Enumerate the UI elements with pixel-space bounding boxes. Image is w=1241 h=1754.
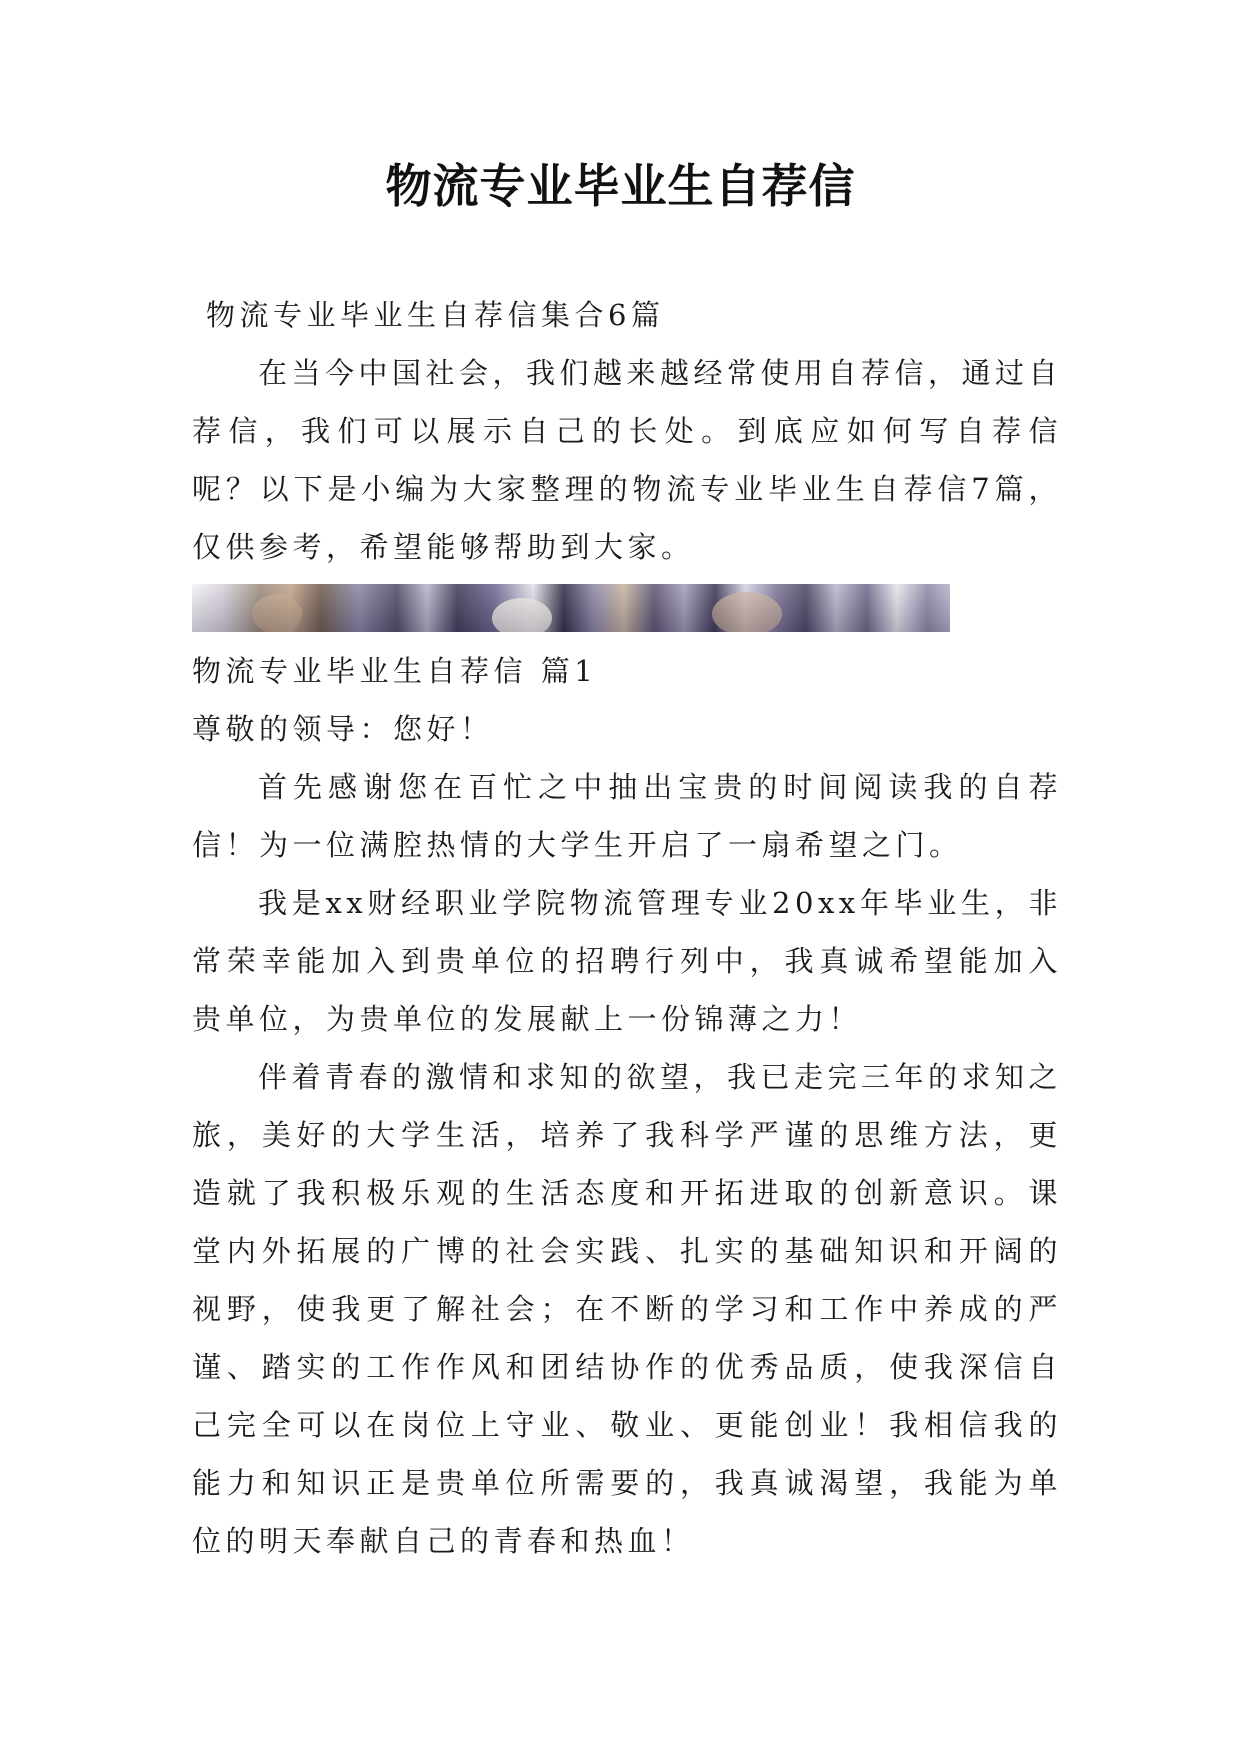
letter-paragraph: 我是xx财经职业学院物流管理专业20xx年毕业生，非常荣幸能加入到贵单位的招聘行列中，我真诚希望能加入贵单位，为贵单位的发展献上一份锦薄之力！ bbox=[192, 886, 1062, 1036]
photo-shade bbox=[192, 584, 950, 632]
document-title: 物流专业毕业生自荐信 bbox=[385, 159, 856, 213]
section-heading: 物流专业毕业生自荐信 篇1 bbox=[192, 654, 598, 688]
letter-paragraph: 伴着青春的激情和求知的欲望，我已走完三年的求知之旅，美好的大学生活，培养了我科学严谨的思维方法，更造就了我积极乐观的生活态度和开拓进取的创新意识。课堂内外拓展的广博的社会实践、扎实的基础知识和开阔的视野，使我更了解社会；在不断的学习和工作中养成的严谨、踏实的工作作风和团结协作的优秀品质，使我深信自己完全可以在岗位上守业、敬业、更能创业！我相信我的能力和知识正是贵单位所需要的，我真诚渴望，我能为单位的明天奉献自己的青春和热血！ bbox=[192, 1060, 1063, 1558]
decorative-photo-strip bbox=[192, 584, 950, 632]
document-subtitle: 物流专业毕业生自荐信集合6篇 bbox=[206, 298, 665, 332]
document-body bbox=[192, 286, 1062, 1570]
letter-paragraph: 首先感谢您在百忙之中抽出宝贵的时间阅读我的自荐信！为一位满腔热情的大学生开启了一扇希望之门。 bbox=[192, 770, 1062, 862]
intro-paragraph: 在当今中国社会，我们越来越经常使用自荐信，通过自荐信，我们可以展示自己的长处。到底应如何写自荐信呢？以下是小编为大家整理的物流专业毕业生自荐信7篇，仅供参考，希望能够帮助到大家。 bbox=[192, 356, 1063, 564]
salutation: 尊敬的领导：您好！ bbox=[192, 712, 494, 746]
